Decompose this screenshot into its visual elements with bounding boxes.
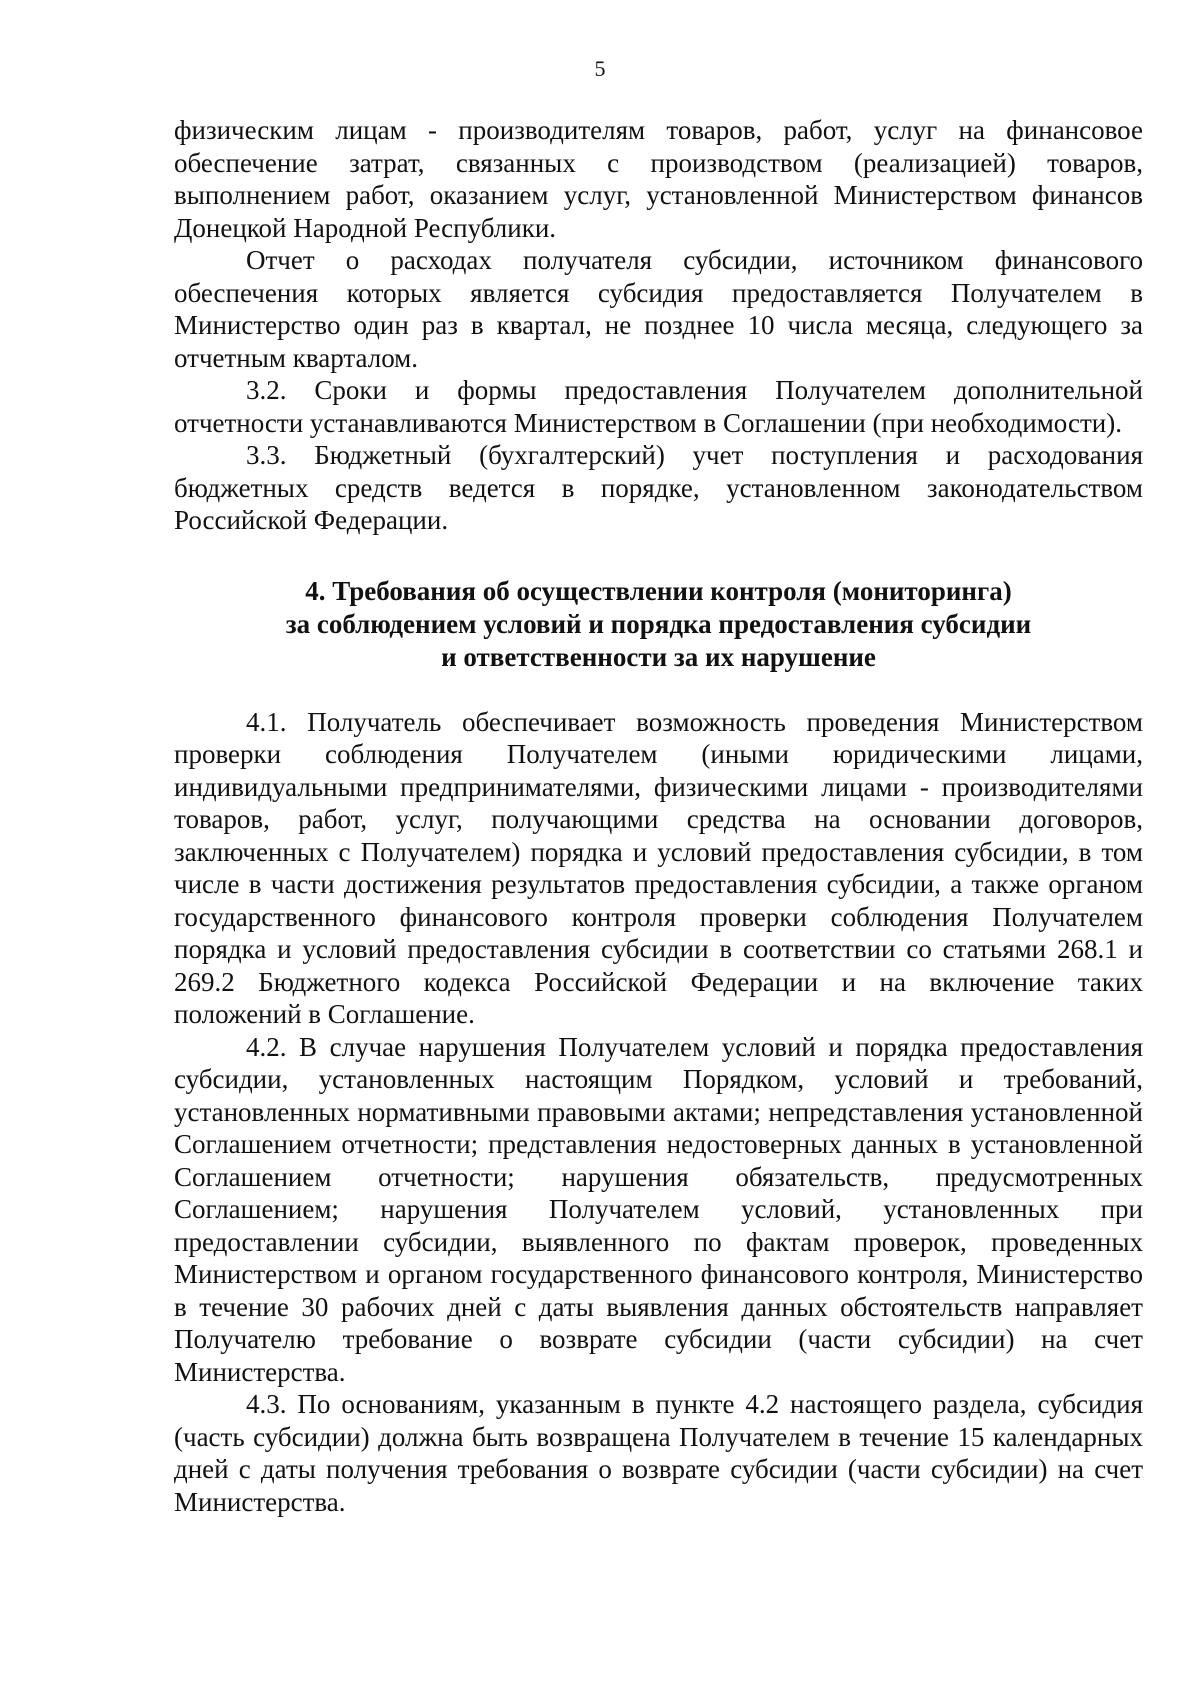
paragraph-4-3: 4.3. По основаниям, указанным в пункте 4.2 настоящего раздела, субсидия (часть субсидии) должна быть возвращена Получателем в течение 15 календарных дней с даты получения требования о возврате субсидии (части субсидии) на счет Министерства. [174, 1389, 1143, 1517]
paragraph-3-3: 3.3. Бюджетный (бухгалтерский) учет поступления и расходования бюджетных средств ведется в порядке, установленном законодательством Российской Федерации. [174, 440, 1143, 535]
paragraph-3-2: 3.2. Сроки и формы предоставления Получателем дополнительной отчетности устанавливаются Министерством в Соглашении (при необходимости). [174, 375, 1143, 438]
section-4-heading-line-1: 4. Требования об осуществлении контроля (мониторинга) [305, 575, 1012, 606]
document-body [174, 114, 1143, 1518]
section-4-heading-line-2: за соблюдением условий и порядка предоставления субсидии [285, 608, 1032, 639]
page-number: 5 [594, 56, 606, 81]
paragraph-report: Отчет о расходах получателя субсидии, источником финансового обеспечения которых является субсидия предоставляется Получателем в Министерство один раз в квартал, не позднее 10 числа месяца, следующего за отчетным кварталом. [174, 245, 1143, 373]
paragraph-continuation: физическим лицам - производителям товаров, работ, услуг на финансовое обеспечение затрат, связанных с производством (реализацией) товаров, выполнением работ, оказанием услуг, установленной Министерством финансов Донецкой Народной Республики. [174, 115, 1143, 243]
section-4-heading [174, 575, 1143, 674]
section-4-heading-line-3: и ответственности за их нарушение [441, 641, 876, 672]
paragraph-4-1: 4.1. Получатель обеспечивает возможность проведения Министерством проверки соблюдения Получателем (иными юридическими лицами, индивидуальными предпринимателями, физическими лицами - производителями товаров, работ, услуг, получающими средства на основании договоров, заключенных с Получателем) порядка и условий предоставления субсидии, в том числе в части достижения результатов предоставления субсидии, а также органом государственного финансового контроля проверки соблюдения Получателем порядка и условий предоставления субсидии в соответствии со статьями 268.1 и 269.2 Бюджетного кодекса Российской Федерации и на включение таких положений в Соглашение. [174, 706, 1143, 1029]
paragraph-4-2: 4.2. В случае нарушения Получателем условий и порядка предоставления субсидии, установленных настоящим Порядком, условий и требований, установленных нормативными правовыми актами; непредставления установленной Соглашением отчетности; представления недостоверных данных в установленной Соглашением отчетности; нарушения обязательств, предусмотренных Соглашением; нарушения Получателем условий, установленных при предоставлении субсидии, выявленного по фактам проверок, проведенных Министерством и органом государственного финансового контроля, Министерство в течение 30 рабочих дней с даты выявления данных обстоятельств направляет Получателю требование о возврате субсидии (части субсидии) на счет Министерства. [174, 1031, 1143, 1387]
